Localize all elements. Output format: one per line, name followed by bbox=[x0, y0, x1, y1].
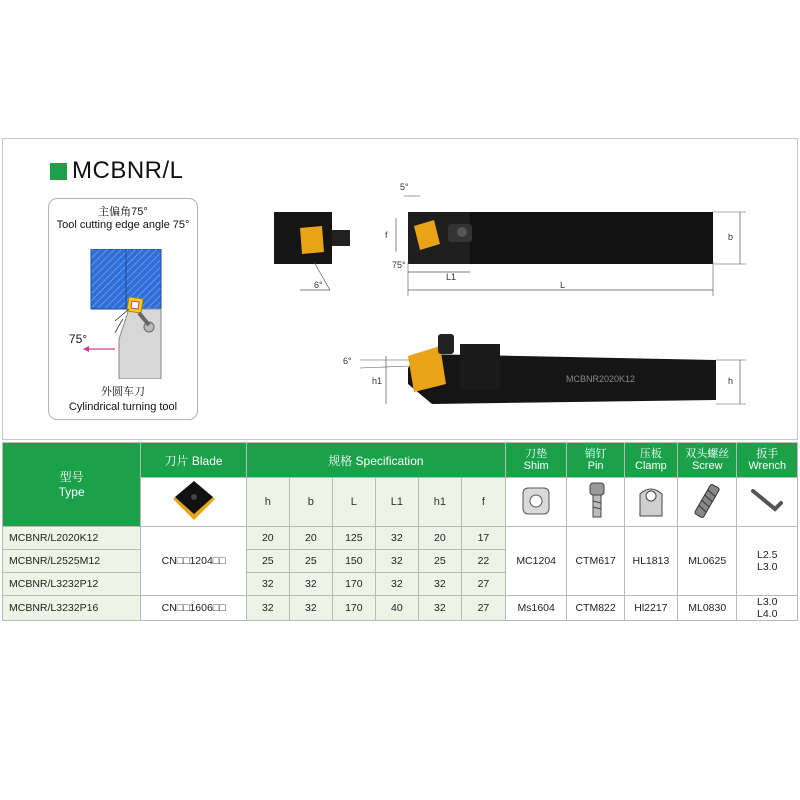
dim-h: h bbox=[728, 376, 734, 386]
value-cell: 32 bbox=[375, 573, 418, 596]
shim-group2: Ms1604 bbox=[505, 596, 566, 621]
value-cell: 27 bbox=[461, 573, 505, 596]
model-cell: MCBNR/L2525M12 bbox=[3, 550, 141, 573]
angle-footer-cn: 外圆车刀 bbox=[101, 386, 145, 398]
header-wrench: 扳手 Wrench bbox=[737, 443, 798, 478]
screw-icon bbox=[690, 481, 724, 521]
angle-label: 75° bbox=[68, 332, 88, 346]
model-cell: MCBNR/L3232P12 bbox=[3, 573, 141, 596]
pin-icon bbox=[578, 481, 614, 521]
perspective-view bbox=[343, 334, 746, 404]
pin-image bbox=[567, 478, 624, 527]
value-cell: 17 bbox=[461, 527, 505, 550]
end-view bbox=[274, 212, 350, 290]
spec-col-L: L bbox=[332, 478, 375, 527]
spec-col-f: f bbox=[461, 478, 505, 527]
dim-75deg: 75° bbox=[392, 260, 406, 270]
dim-h1: h1 bbox=[372, 376, 383, 386]
shim-image bbox=[505, 478, 566, 527]
header-screw: 双头螺丝 Screw bbox=[678, 443, 737, 478]
dim-b: b bbox=[728, 232, 734, 242]
clamp-group1: HL1813 bbox=[624, 527, 677, 596]
dim-L1: L1 bbox=[446, 272, 457, 282]
header-shim: 刀垫 Shim bbox=[505, 443, 566, 478]
value-cell: 32 bbox=[418, 573, 461, 596]
screw-image bbox=[678, 478, 737, 527]
spec-col-h: h bbox=[246, 478, 289, 527]
angle-footer-en: Cylindrical turning tool bbox=[68, 401, 178, 413]
value-cell: 32 bbox=[375, 550, 418, 573]
header-clamp: 压板 Clamp bbox=[624, 443, 677, 478]
value-cell: 20 bbox=[289, 527, 332, 550]
clamp-image bbox=[624, 478, 677, 527]
value-cell: 25 bbox=[246, 550, 289, 573]
wrench-group2: L3.0 L4.0 bbox=[737, 596, 798, 621]
value-cell: 40 bbox=[375, 596, 418, 621]
screw-group2: ML0830 bbox=[678, 596, 737, 621]
product-title: MCBNR/L bbox=[72, 157, 184, 184]
value-cell: 27 bbox=[461, 596, 505, 621]
wrench-icon bbox=[747, 481, 787, 521]
value-cell: 20 bbox=[418, 527, 461, 550]
dim-6deg-end: 6° bbox=[314, 280, 323, 290]
header-type-cn: 型号 bbox=[59, 469, 84, 484]
dim-6deg-side: 6° bbox=[343, 356, 352, 366]
header-spec: 规格 Specification bbox=[246, 443, 505, 478]
clamp-icon bbox=[634, 482, 668, 520]
blade-icon bbox=[169, 479, 219, 523]
value-cell: 25 bbox=[289, 550, 332, 573]
spec-col-b: b bbox=[289, 478, 332, 527]
pin-group2: CTM822 bbox=[567, 596, 624, 621]
spec-col-L1: L1 bbox=[375, 478, 418, 527]
header-type bbox=[3, 443, 141, 527]
value-cell: 32 bbox=[375, 527, 418, 550]
value-cell: 32 bbox=[246, 596, 289, 621]
dim-5deg: 5° bbox=[400, 182, 409, 192]
value-cell: 32 bbox=[246, 573, 289, 596]
value-cell: 32 bbox=[289, 596, 332, 621]
screw-group1: ML0625 bbox=[678, 527, 737, 596]
blade-group1: CN□□1204□□ bbox=[141, 527, 247, 596]
shim-group1: MC1204 bbox=[505, 527, 566, 596]
model-cell: MCBNR/L2020K12 bbox=[3, 527, 141, 550]
dim-L: L bbox=[560, 280, 566, 290]
blade-image bbox=[141, 478, 247, 527]
value-cell: 32 bbox=[289, 573, 332, 596]
header-blade: 刀片 Blade bbox=[141, 443, 247, 478]
blade-group2: CN□□1606□□ bbox=[141, 596, 247, 621]
angle-caption-en: Tool cutting edge angle 75° bbox=[56, 219, 190, 231]
value-cell: 150 bbox=[332, 550, 375, 573]
top-view bbox=[385, 182, 746, 296]
wrench-image bbox=[737, 478, 798, 527]
spec-col-h1: h1 bbox=[418, 478, 461, 527]
value-cell: 25 bbox=[418, 550, 461, 573]
spec-table bbox=[2, 442, 798, 621]
value-cell: 22 bbox=[461, 550, 505, 573]
angle-caption-cn: 主偏角75° bbox=[98, 206, 148, 218]
value-cell: 170 bbox=[332, 573, 375, 596]
dim-f: f bbox=[385, 230, 388, 240]
value-cell: 125 bbox=[332, 527, 375, 550]
model-cell: MCBNR/L3232P16 bbox=[3, 596, 141, 621]
pin-group1: CTM617 bbox=[567, 527, 624, 596]
value-cell: 20 bbox=[246, 527, 289, 550]
value-cell: 32 bbox=[418, 596, 461, 621]
header-type-en: Type bbox=[58, 484, 85, 499]
shim-icon bbox=[519, 484, 553, 518]
clamp-group2: Hl2217 bbox=[624, 596, 677, 621]
wrench-group1: L2.5 L3.0 bbox=[737, 527, 798, 596]
value-cell: 170 bbox=[332, 596, 375, 621]
holder-marking: MCBNR2020K12 bbox=[566, 374, 636, 384]
header-pin: 销钉 Pin bbox=[567, 443, 624, 478]
